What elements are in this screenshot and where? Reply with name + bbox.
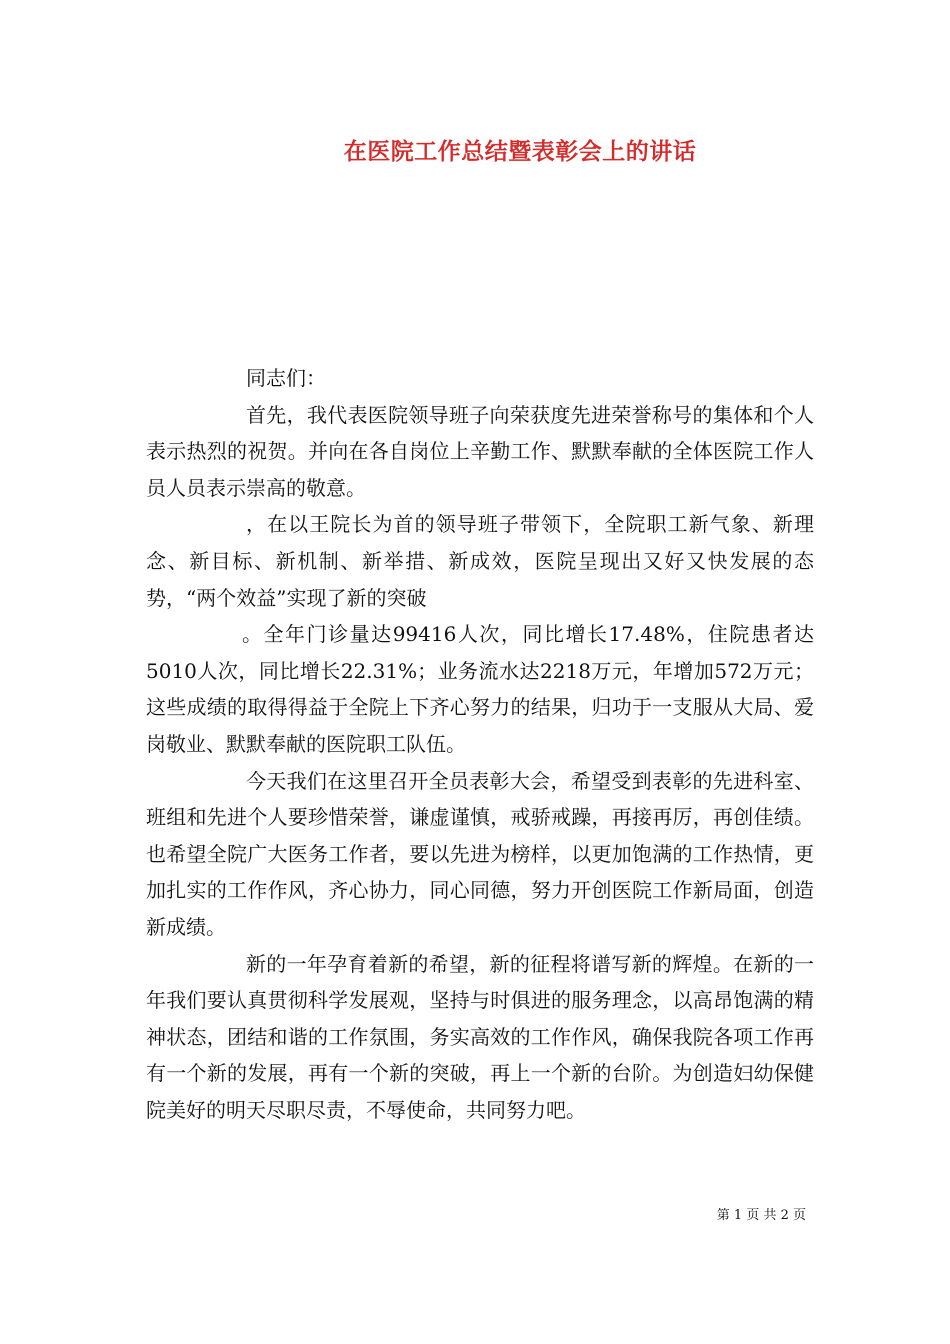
paragraph-new-year: 新的一年孕育着新的希望，新的征程将谱写新的辉煌。在新的一年我们要认真贯彻科学发展观，坚持与时俱进的服务理念，以高昂饱满的精神状态，团结和谐的工作氛围，务实高效的工作作风，确保我院各项工作再有一个新的发展，再有一个新的突破，再上一个新的台阶。为创造妇幼保健院美好的明天尽职尽责，不辱使命，共同努力吧。 [146, 951, 814, 1122]
greeting: 同志们： [246, 366, 326, 390]
paragraph-congratulations: 首先，我代表医院领导班子向荣获度先进荣誉称号的集体和个人表示热烈的祝贺。并向在各自岗位上辛勤工作、默默奉献的全体医院工作人员人员表示崇高的敬意。 [146, 402, 814, 500]
paragraph-statistics: 。全年门诊量达99416人次，同比增长17.48%，住院患者达5010人次，同比增长22.31%；业务流水达2218万元，年增加572万元；这些成绩的取得得益于全院上下齐心努力的结果，归功于一支服从大局、爱岗敬业、默默奉献的医院职工队伍。 [146, 622, 814, 756]
page-footer [0, 1204, 806, 1223]
paragraph-commendation: 今天我们在这里召开全员表彰大会，希望受到表彰的先进科室、班组和先进个人要珍惜荣誉，谦虚谨慎，戒骄戒躁，再接再厉，再创佳绩。也希望全院广大医务工作者，要以先进为榜样，以更加饱满的工作热情，更加扎实的工作作风，齐心协力，同心同德，努力开创医院工作新局面，创造新成绩。 [146, 768, 814, 939]
document-body [146, 360, 814, 1128]
paragraph-achievements: ，在以王院长为首的领导班子带领下，全院职工新气象、新理念、新目标、新机制、新举措、新成效，医院呈现出又好又快发展的态势，“两个效益”实现了新的突破 [146, 512, 814, 610]
document-title: 在医院工作总结暨表彰会上的讲话 [343, 138, 697, 165]
page-number: 第 1 页 共 2 页 [716, 1208, 806, 1223]
